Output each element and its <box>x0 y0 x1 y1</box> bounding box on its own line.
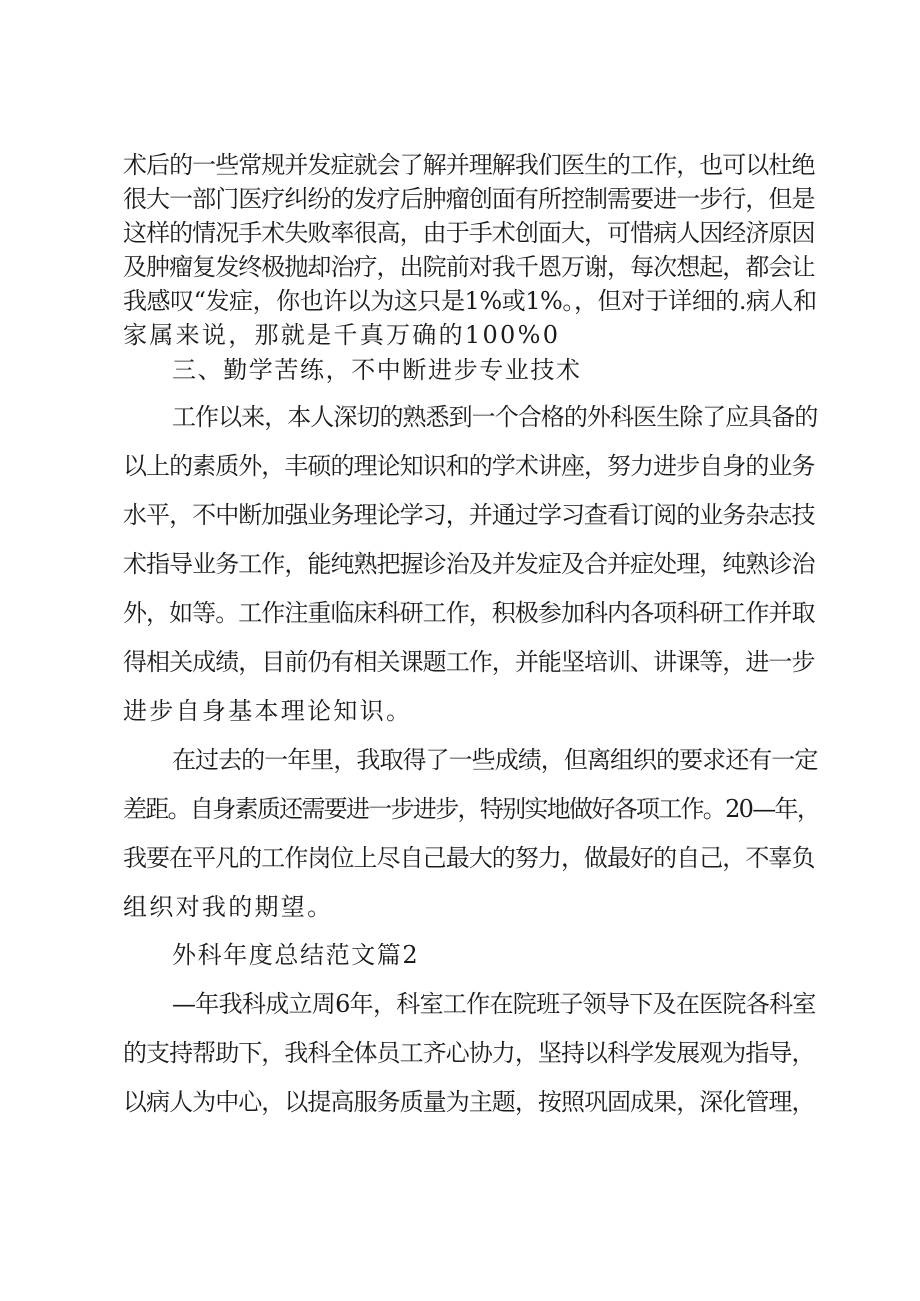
section-heading: 三、勤学苦练，不中断进步专业技术 <box>172 356 582 384</box>
text-line: —年我科成立周6年，科室工作在院班子领导下及在医院各科室 <box>172 990 816 1018</box>
text-line: 以病人为中心，以提高服务质量为主题，按照巩固成果，深化管理， <box>123 1088 815 1116</box>
article-title: 外科年度总结范文篇2 <box>172 941 420 969</box>
text-line: 差距。自身素质还需要进一步进步，特别实地做好各项工作。20—年， <box>123 795 820 823</box>
text-line: 的支持帮助下，我科全体员工齐心协力，坚持以科学发展观为指导， <box>123 1039 815 1067</box>
text-line: 及肿瘤复发终极抛却治疗，出院前对我千恩万谢，每次想起，都会让 <box>123 253 815 281</box>
text-line: 家属来说，那就是千真万确的100%0 <box>123 321 561 349</box>
text-line: 术指导业务工作，能纯熟把握诊治及并发症及合并症处理，纯熟诊治 <box>123 550 815 578</box>
text-line: 在过去的一年里，我取得了一些成绩，但离组织的要求还有一定 <box>172 746 818 774</box>
text-line: 这样的情况手术失败率很高，由于手术创面大，可惜病人因经济原因 <box>123 219 815 247</box>
text-line: 外，如等。工作注重临床科研工作，积极参加科内各项科研工作并取 <box>123 599 815 627</box>
text-line: 我感叹“发症，你也许以为这只是1%或1%。，但对于详细的.病人和 <box>123 287 817 315</box>
text-line: 得相关成绩，目前仍有相关课题工作，并能坚培训、讲课等，进一步 <box>123 648 815 676</box>
text-line: 很大一部门医疗纠纷的发疗后肿瘤创面有所控制需要进一步行，但是 <box>123 185 815 213</box>
text-line: 我要在平凡的工作岗位上尽自己最大的努力，做最好的自己，不辜负 <box>123 844 815 872</box>
text-line: 水平，不中断加强业务理论学习，并通过学习查看订阅的业务杂志技 <box>123 501 815 529</box>
text-line: 术后的一些常规并发症就会了解并理解我们医生的工作，也可以杜绝 <box>123 151 815 179</box>
text-line: 进步自身基本理论知识。 <box>123 697 413 725</box>
text-line: 工作以来，本人深切的熟悉到一个合格的外科医生除了应具备的 <box>172 403 818 431</box>
text-line: 组织对我的期望。 <box>123 893 334 921</box>
text-line: 以上的素质外，丰硕的理论知识和的学术讲座，努力进步自身的业务 <box>123 452 815 480</box>
